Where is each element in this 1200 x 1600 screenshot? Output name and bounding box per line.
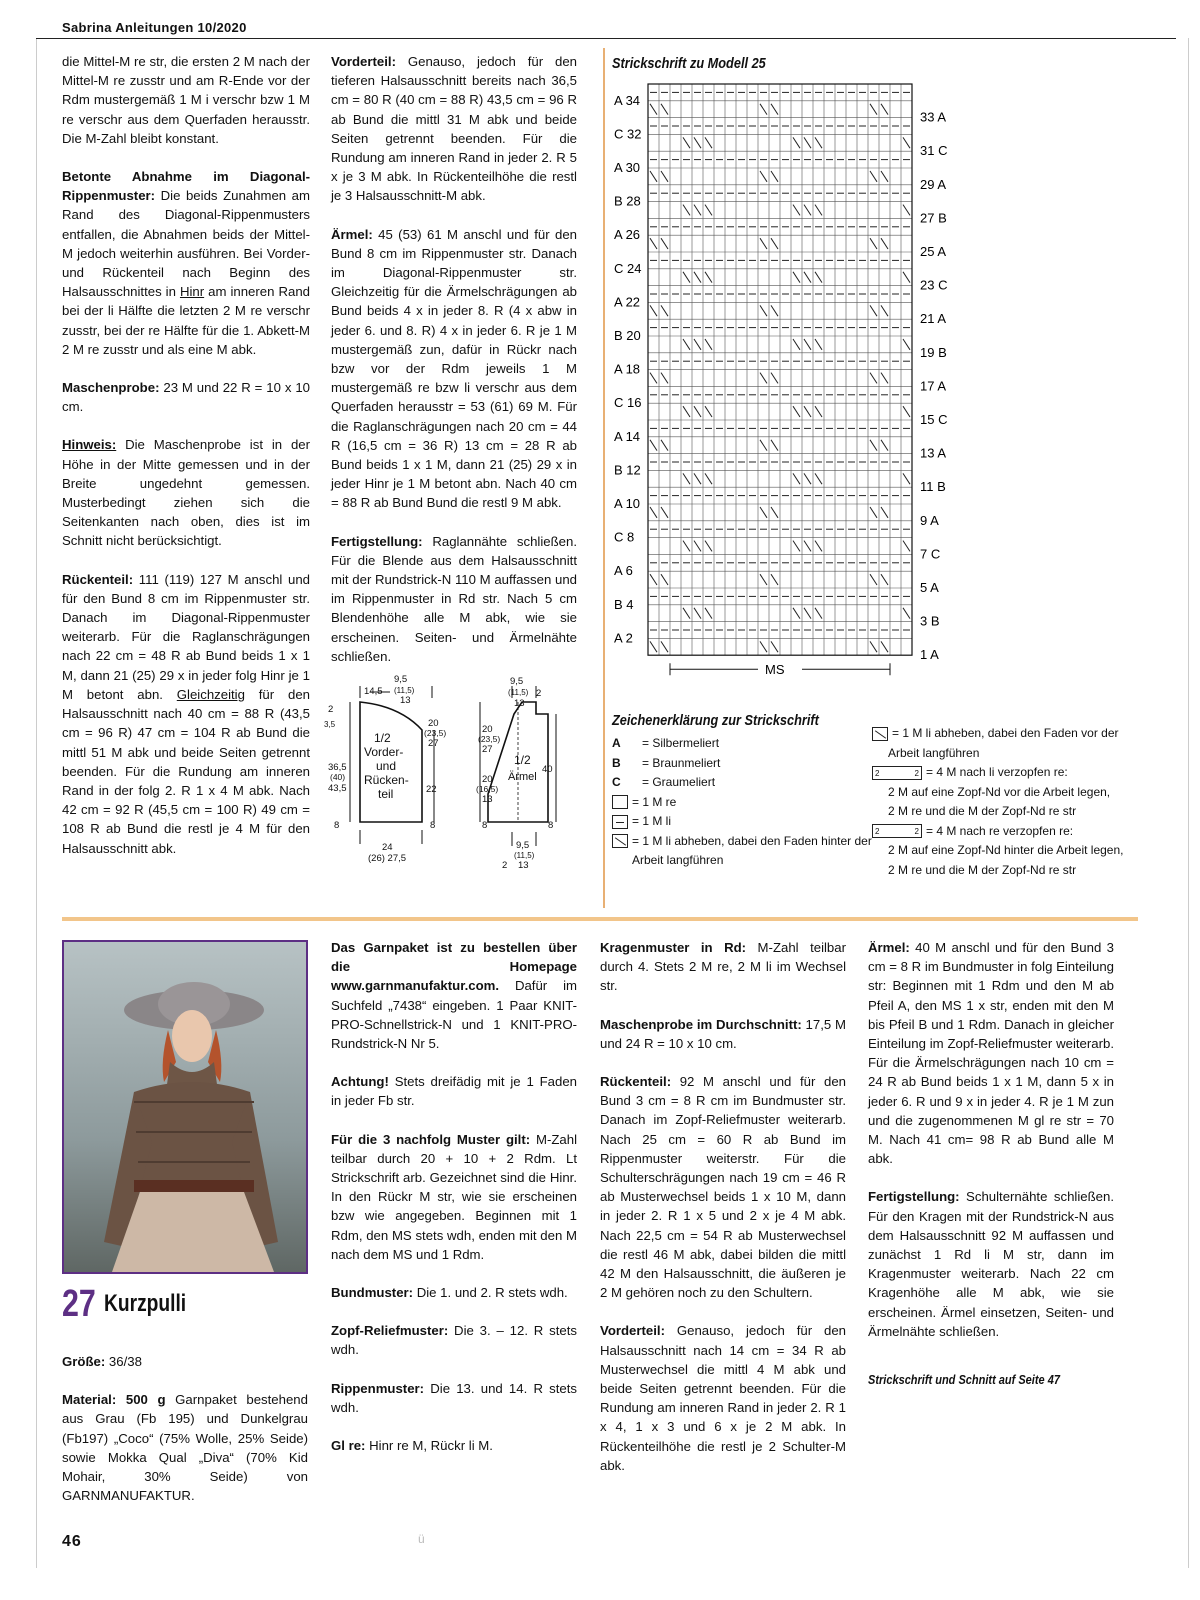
legend-cable-left-text-3: 2 M re und die M der Zopf-Nd re str [888,804,1077,818]
row-label-right: 31 C [920,143,948,159]
svg-text:Ärmel: Ärmel [508,771,537,783]
row-label-right: 25 A [920,244,947,259]
model-number: 27 [62,1283,96,1325]
svg-text:Rücken-: Rücken- [364,773,409,787]
row-label-left: A 6 [614,563,633,579]
label-27: 27 [428,738,439,749]
left-margin-rule [36,38,37,1568]
legend-purl-text: = 1 M li [632,814,672,828]
legend-right [872,724,1172,880]
row-label-right: 5 A [920,580,939,595]
cable-right-icon: 2 2 [872,824,922,838]
svg-text:und: und [376,759,397,773]
row-label-left: B 20 [614,328,641,343]
row-label-left: C 24 [614,260,642,276]
model-name: Kurzpulli [104,1290,187,1317]
header-rule [36,38,1176,39]
svg-text:Vorder-: Vorder- [364,745,404,759]
legend-c-key: C [612,775,621,789]
svg-text:1/2: 1/2 [374,731,391,745]
legend-slip-front-text-2: Arbeit langführen [888,745,980,760]
legend-cable-right-text-3: 2 M re und die M der Zopf-Nd re str [888,862,1077,877]
row-label-right: 29 A [920,176,947,192]
legend-cable-left-text: = 4 M nach li verzopfen re: [926,765,1068,779]
magazine-title: Sabrina Anleitungen 10/2020 [62,20,247,35]
knit-stitch-icon [612,795,628,809]
page-mark: ü [418,1532,425,1546]
label-3-5: 3,5 [324,720,336,729]
svg-text:20: 20 [482,774,493,785]
label-14-5: 14,5 [364,686,383,697]
row-label-left: A 22 [614,294,641,310]
legend-knit-text: = 1 M re [632,794,677,809]
label-11-5: (11,5) [394,686,415,695]
svg-text:8: 8 [430,820,436,831]
legend-c-text: = Graumeliert [642,775,716,789]
legend-slip-back-text-2: Arbeit langführen [632,853,724,867]
column-divider [603,48,605,908]
row-label-right: 33 A [920,109,947,125]
legend-slip-back-text: = 1 M li abheben, dabei den Faden hinter der [632,833,872,848]
legend-b-text: = Braunmeliert [642,755,721,770]
slip-front-icon [872,727,888,741]
legend-title: Zeichenerklärung zur Strickschrift [612,712,819,729]
row-label-left: A 10 [614,496,641,511]
label-20: 20 [428,718,439,729]
label-43-5: 43,5 [328,783,347,794]
label-40: 40 [542,764,553,775]
cable-left-icon: 2 2 [872,766,922,780]
pattern-schematic [320,672,580,882]
chart-title: Strickschrift zu Modell 25 [612,55,766,72]
column-b2: Das Garnpaket ist zu bestellen über die Homepage www.garnmanufaktur.com. Dafür im Suchfeld „7438“ eingeben. 1 Paar KNIT-PRO-Schnellstrick-N und 1 KNIT-PRO-Rundstrick-N Nr 5. Achtung! Stets dreifädig mit je 1 Faden in jeder Fb str. Für die 3 nachfolg Muster gilt: M-Zahl teilbar durch 20 + 10 + 2 Rdm. Lt Strickschrift arb. Gezeichnet sind die Hinr. In den Rückr M str, wie sie erscheinen bzw wie angegeben. Beginnen mit 1 Rdm, den MS stets wdh, enden mit den M nach dem MS und 1 Rdm. Bundmuster: Die 1. und 2. R stets wdh. Zopf-Reliefmuster: Die 3. – 12. R stets wdh. Rippenmuster: Die 13. und 14. R stets wdh. Gl re: Hinr re M, Rückr li M. [331,940,578,1454]
row-label-left: A 14 [614,428,641,444]
label-8-left: 8 [334,820,340,831]
label-13: 13 [400,695,411,706]
label-26-27-5: (26) 27,5 [368,853,407,864]
section-divider-band [62,917,1138,921]
row-label-right: 17 A [920,378,947,394]
svg-text:(23,5): (23,5) [478,734,501,744]
svg-text:9,5: 9,5 [516,840,530,851]
model-info: Größe: 36/38 Material: 500 g Garnpaket bestehend aus Grau (Fb 195) und Dunkelgrau (Fb197) „Coco“ (75% Wolle, 25% Seide) sowie Mokka Qual „Diva“ (70% Kid Mohair, 30% Seide) von GARNMANUFAKTUR. [62,1354,308,1504]
row-label-right: 23 C [920,277,948,293]
legend-cable-right-text: = 4 M nach re verzopfen re: [926,823,1074,838]
column-b3: Kragenmuster in Rd: M-Zahl teilbar durch 4. Stets 2 M re, 2 M li im Wechsel str. Maschenprobe im Durchschnitt: 17,5 M und 24 R = 10 x 10 cm. Rückenteil: 92 M anschl und für den Bund 3 cm = 8 R cm im Bundmuster str. Danach im Zopf-Reliefmuster weiterarb. Nach 25 cm = 60 R ab Bund im Rippenmuster weiterstr. Für die Schulterschrägungen nach 19 cm = 46 R ab Musterwechsel beids 1 x 10 M, dann in jeder 2. R 1 x 5 und 2 x je 4 M abk. Nach 22,5 cm = 54 R ab Musterwechsel die restl 46 M abk, dabei bilden die mittl 42 M den Halsausschnitt, die äußeren je 2 M gehören noch zu den Schultern. Vorderteil: Genauso, jedoch für den Halsausschnitt nach 14 cm = 34 R ab Musterwechsel die mittl 4 M abk und beide Seiten getrennt beenden. Für die Rundung am inneren Rand in jeder 2. R 1 x 4, 1 x 3 und 6 x je 2 M abk. In Rückenteilhöhe die restl je 2 Schulter-M abk. [600,940,846,1473]
label-40-paren: (40) [330,772,346,782]
label-22: 22 [426,784,437,795]
svg-text:8: 8 [482,820,488,831]
svg-text:8: 8 [548,820,554,831]
label-36-5: 36,5 [328,762,347,773]
row-label-right: 21 A [920,311,947,327]
svg-text:9,5: 9,5 [510,676,524,687]
row-label-right: 1 A [920,647,939,663]
row-label-left: C 16 [614,395,642,411]
label-9-5: 9,5 [394,674,408,685]
row-label-right: 11 B [920,479,946,495]
row-label-right: 27 B [920,210,947,226]
svg-text:13: 13 [518,860,529,871]
row-label-left: C 32 [614,126,642,142]
label-24: 24 [382,842,393,853]
legend-cable-right-text-2: 2 M auf eine Zopf-Nd hinter die Arbeit legen, [888,843,1124,857]
svg-text:(11,5): (11,5) [514,851,535,860]
row-label-left: A 34 [614,92,641,108]
row-label-right: 9 A [920,512,939,528]
row-label-right: 3 B [920,613,940,629]
right-margin-rule [1188,38,1189,1568]
legend-slip-front-text: = 1 M li abheben, dabei den Faden vor der [892,726,1119,740]
svg-text:13: 13 [482,794,493,805]
row-label-left: B 28 [614,193,641,209]
svg-text:13: 13 [514,698,525,709]
row-label-left: A 26 [614,227,641,243]
svg-text:(11,5): (11,5) [508,688,529,697]
svg-text:2: 2 [502,860,508,871]
row-label-left: C 8 [614,529,635,545]
svg-text:2: 2 [536,688,542,699]
row-label-left: B 4 [614,596,634,612]
row-label-right: 19 B [920,344,947,360]
purl-stitch-icon [612,815,628,829]
row-label-left: B 12 [614,462,641,478]
legend-a-text: = Silbermeliert [642,736,720,750]
ms-label: MS [765,662,785,678]
svg-text:20: 20 [482,724,493,735]
row-label-left: A 18 [614,361,641,377]
slip-back-icon [612,834,628,848]
label-16-5: (16,5) [476,784,499,794]
page-number: 46 [62,1533,82,1550]
svg-text:teil: teil [378,787,394,801]
legend-cable-left-text-2: 2 M auf eine Zopf-Nd vor die Arbeit legen, [888,784,1111,799]
label-2: 2 [328,704,334,715]
row-label-right: 13 A [920,445,947,461]
label-23-5: (23,5) [424,728,447,738]
column-b4: Ärmel: 40 M anschl und für den Bund 3 cm = 8 R im Bundmuster in folg Einteilung str: Beginnen mit 1 Rdm und den M ab Pfeil A, den MS 1 x str, enden mit den M bis Pfeil B und 1 Rdm. Danach in gleicher Einteilung im Zopf-Reliefmuster weiterarb. Für die Ärmelschrägungen nach 10 cm = 24 R ab Bund beids 1 x 1 M, dann 5 x in jeder 6. R und 9 x in jeder 4. R je 1 M zun und die zugenommenen M gl re str = 70 M. Nach 41 cm= 98 R ab Bund alle M abk. Fertigstellung: Schulternähte schließen. Für den Kragen mit der Rundstrick-N aus dem Halsausschnitt 92 M auffassen und zunächst 1 Rd li M str, dann im Kragenmuster weiterarb. Nach 22 cm Kragenhöhe alle M abk, wie sie erscheinen. Ärmel einsetzen, Seiten- und Ärmelnähte schließen. [868,940,1114,1339]
row-label-right: 7 C [920,546,941,562]
svg-text:1/2: 1/2 [514,753,531,767]
row-label-left: A 2 [614,630,633,646]
column-2: Vorderteil: Genauso, jedoch für den tieferen Halsausschnitt bereits nach 36,5 cm = 80 R (40 cm = 88 R) 43,5 cm = 96 R ab Bund die mittl 31 M abk und beide Seiten getrennt beenden. Für die Rundung am inneren Rand in jeder 2. R 5 x je 3 M abk. In Rückenteilhöhe die restl je 3 Halsausschnitt-M abk. Ärmel: 45 (53) 61 M anschl und für den Bund 8 cm im Rippenmuster str. Danach im Diagonal-Rippenmuster str. Gleichzeitig für die Ärmelschrägungen ab Bund beids 4 x in jeder 8. R (4 x abw in jeder 6. und 8. R) 4 x in jeder 6. R je 1 M mustergemäß zun, dafür in Rückr nach bzw vor der Rdm jeweils 1 M mustergemäß re bzw li verschr aus dem Querfaden herausstr = 53 (61) 69 M. Für die Raglanschrägungen nach 20 cm = 44 R (16,5 cm = 36 R) 13 cm = 28 R ab Bund beids 1 x 1 M, dann 21 (25) 29 x in jeder Hinr je 1 M betont abn. Nach 40 cm = 88 R ab Bund Bund die restl 9 M abk. Fertigstellung: Raglannähte schließen. Für die Blende aus dem Halsausschnitt mit der Rundstrick-N 110 M auffassen und im Rippenmuster in Rd str. Nach 5 cm Blendenhöhe alle M abk, wie sie erscheinen. Seiten- und Ärmelnähte schließen. [331,54,577,664]
legend-left [612,734,872,871]
row-label-right: 15 C [920,412,948,427]
woman-in-hat-photo [62,940,308,1274]
svg-text:27: 27 [482,744,493,755]
knitting-chart [612,80,972,700]
reference-note: Strickschrift und Schnitt auf Seite 47 [868,1373,1060,1387]
row-label-left: A 30 [614,160,641,175]
legend-b-key: B [612,755,621,770]
legend-a-key: A [612,736,621,750]
column-1: die Mittel-M re str, die ersten 2 M nach der Mittel-M re zusstr und am R-Ende vor der Rdm mustergemäß 1 M i verschr bzw 1 M re verschr aus dem Querfaden herausstr. Die M-Zahl bleibt konstant. Betonte Abnahme im Diagonal-Rippenmuster: Die beids Zunahmen am Rand des Diagonal-Rippenmusters entfallen, die Abnahmen beids der Mittel-M jedoch weiterhin ausführen. Bei Vorder- und Rückenteil nach Beginn des Halsausschnittes in Hinr am inneren Rand bei der li Hälfte die letzten 2 M re verschr zusstr, bei der re Hälfte für die 1. Abkett-M 2 M re zusstr und als eine M abk. Maschenprobe: 23 M und 22 R = 10 x 10 cm. Hinweis: Die Maschenprobe ist in der Höhe in der Mitte gemessen und in der Breite ungedehnt gemessen. Musterbedingt ziehen sich die Seitenkanten nach oben, dies ist im Schnitt nicht berücksichtigt. Rückenteil: 111 (119) 127 M anschl und für den Bund 8 cm im Rippenmuster str. Danach im Diagonal-Rippenmuster weiterarb. Für die Raglanschrägungen nach 22 cm = 48 R ab Bund beids 1 x 1 M, dann 21 (25) 29 x in jeder folg Hinr je 1 M betont abn. Gleichzeitig für den Halsausschnitt nach 40 cm = 88 R (43,5 cm = 96 R) 47 cm = 104 R ab Bund die mittl 51 M abk und beide Seiten getrennt beenden. Für die Rundung am inneren Rand in der folg 2. R 1 x 4 M abk. Nach 42 cm = 92 R (45,5 cm = 100 R) 49 cm = 108 R ab Bund die restl je 4 M für den Halsausschnitt abk. [62,54,310,856]
